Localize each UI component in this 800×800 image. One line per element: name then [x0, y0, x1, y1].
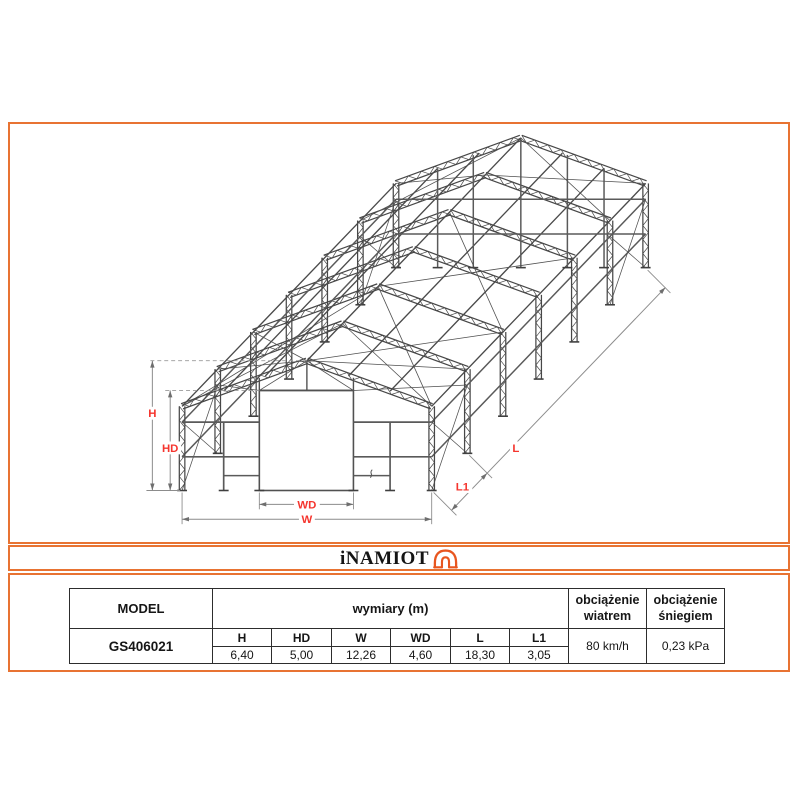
dimension-label-wd: WD: [297, 499, 317, 512]
wall-girts: [182, 138, 646, 457]
dim-value-cell-l: 18,30: [451, 647, 510, 664]
dim-key-cell-l1: L1: [510, 629, 569, 647]
table-row: [70, 629, 725, 647]
model-value-cell: GS406021: [70, 629, 213, 664]
dim-key-cell-h: H: [213, 629, 272, 647]
door-opening: [259, 390, 353, 490]
brand-logo-text: iNAMIOT: [340, 547, 429, 569]
model-header-cell: MODEL: [70, 589, 213, 629]
brand-bar: [8, 545, 790, 571]
dim-key-cell-l: L: [451, 629, 510, 647]
structure-drawing: [10, 124, 788, 542]
snow-header-cell: [647, 589, 725, 629]
dim-value-cell-l1: 3,05: [510, 647, 569, 664]
spec-table: [69, 588, 725, 664]
dim-value-cell-w: 12,26: [332, 647, 391, 664]
dims-header-cell: wymiary (m): [213, 589, 569, 629]
wind-header-cell: [569, 589, 647, 629]
wind-value-cell: 80 km/h: [569, 629, 647, 664]
spec-panel: [8, 573, 790, 672]
dim-value-cell-wd: 4,60: [391, 647, 451, 664]
dimension-label-w: W: [301, 514, 313, 527]
drawing-panel: [8, 122, 790, 544]
dimension-label-hd: HD: [161, 442, 179, 455]
dim-value-cell-hd: 5,00: [272, 647, 332, 664]
wind-header-line2: wiatrem: [583, 608, 632, 623]
snow-header-line1: obciążenie: [653, 592, 718, 607]
dimension-label-h: H: [148, 408, 157, 421]
dim-value-cell-h: 6,40: [213, 647, 272, 664]
wind-header-line1: obciążenie: [575, 592, 640, 607]
tent-icon: [433, 547, 458, 570]
dim-key-cell-wd: WD: [391, 629, 451, 647]
snow-value-cell: 0,23 kPa: [647, 629, 725, 664]
dimension-label-l1: L1: [455, 481, 470, 494]
dim-key-cell-w: W: [332, 629, 391, 647]
dim-key-cell-hd: HD: [272, 629, 332, 647]
snow-header-line2: śniegiem: [658, 608, 713, 623]
bracing-cables: [182, 138, 646, 494]
dimension-label-l: L: [512, 442, 520, 455]
